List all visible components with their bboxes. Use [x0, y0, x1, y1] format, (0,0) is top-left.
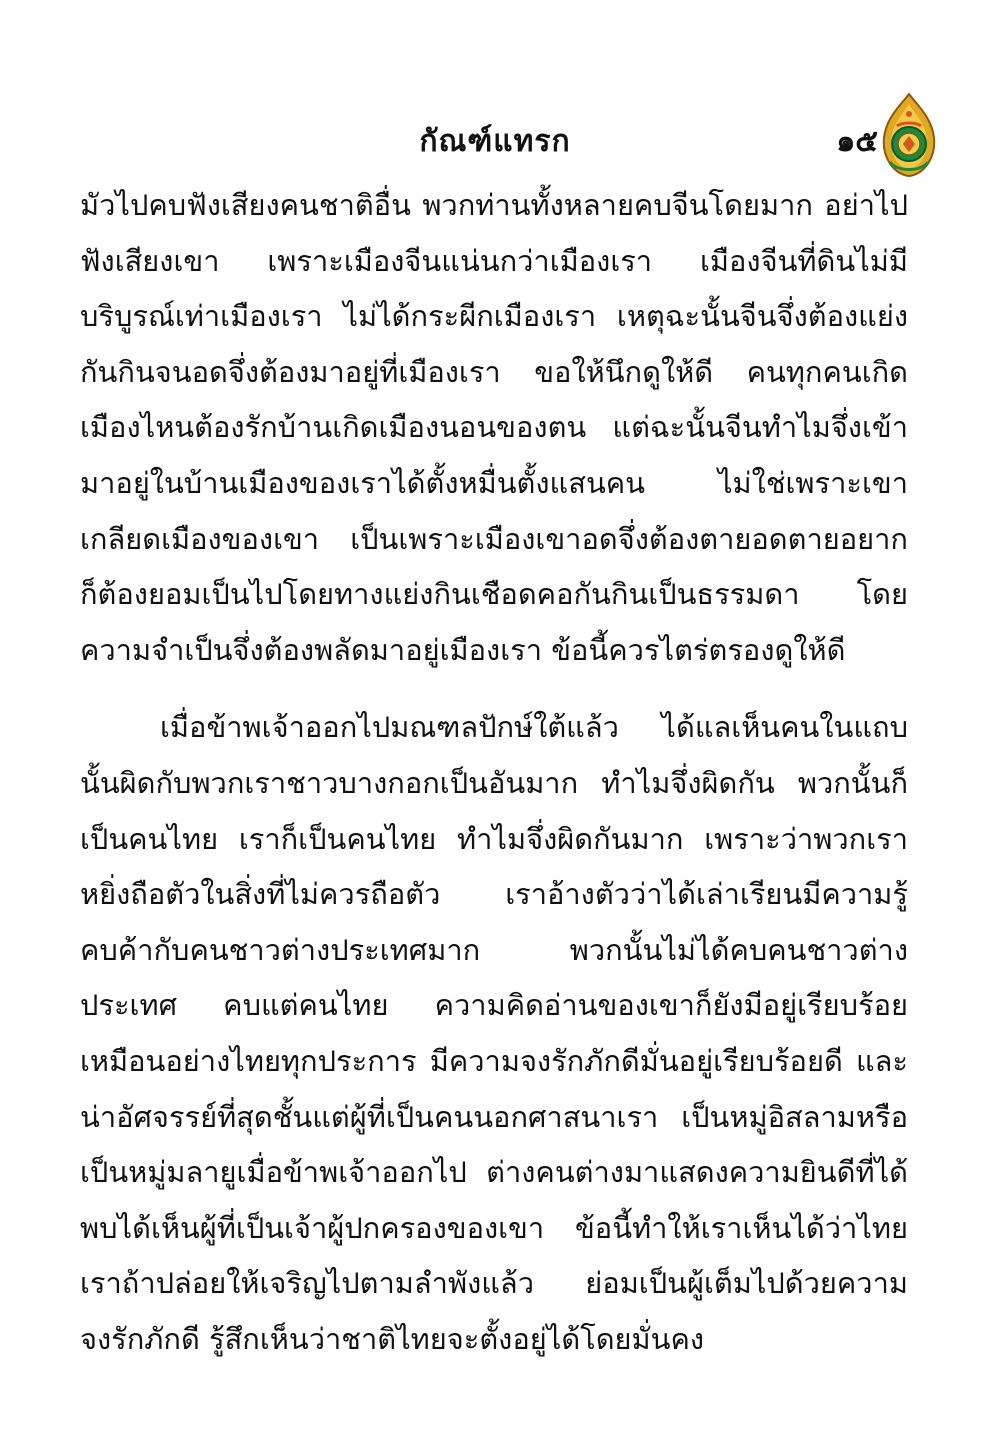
- page-title: กัณฑ์แทรก: [419, 124, 571, 159]
- paragraph-2: เมื่อข้าพเจ้าออกไปมณฑลปักษ์ใต้แล้ว ได้แลเห็นคนในแถบนั้นผิดกับพวกเราชาวบางกอกเป็นอันมาก ทำไมจึ่งผิดกัน พวกนั้นก็เป็นคนไทย เราก็เป็นคนไทย ทำไมจึ่งผิดกันมาก เพราะว่าพวกเราหยิ่งถือตัวในสิ่งที่ไม่ควรถือตัว เราอ้างตัวว่าได้เล่าเรียนมีความรู้คบค้ากับคนชาวต่างประเทศมาก พวกนั้นไม่ได้คบคนชาวต่างประเทศ คบแต่คนไทย ความคิดอ่านของเขาก็ยังมีอยู่เรียบร้อยเหมือนอย่างไทยทุกประการ มีความจงรักภักดีมั่นอยู่เรียบร้อยดี และน่าอัศจรรย์ที่สุดชั้นแต่ผู้ที่เป็นคนนอกศาสนาเรา เป็นหมู่อิสลามหรือเป็นหมู่มลายูเมื่อข้าพเจ้าออกไป ต่างคนต่างมาแสดงความยินดีที่ได้พบได้เห็นผู้ที่เป็นเจ้าผู้ปกครองของเขา ข้อนี้ทำให้เราเห็นได้ว่าไทยเราถ้าปล่อยให้เจริญไปตามลำพังแล้ว ย่อมเป็นผู้เต็มไปด้วยความจงรักภักดี รู้สึกเห็นว่าชาติไทยจะตั้งอยู่ได้โดยมั่นคง: [80, 710, 908, 1356]
- page-number: ๑๕: [836, 124, 878, 159]
- royal-emblem-icon: [878, 92, 940, 178]
- page-header: [0, 118, 990, 168]
- body-text: [80, 178, 908, 1367]
- paragraph-1: มัวไปคบฟังเสียงคนชาติอื่น พวกท่านทั้งหลายคบจีนโดยมาก อย่าไปฟังเสียงเขา เพราะเมืองจีนแน่นกว่าเมืองเรา เมืองจีนที่ดินไม่มีบริบูรณ์เท่าเมืองเรา ไม่ได้กระผีกเมืองเรา เหตุฉะนั้นจีนจึ่งต้องแย่งกันกินจนอดจึ่งต้องมาอยู่ที่เมืองเรา ขอให้นึกดูให้ดี คนทุกคนเกิดเมืองไหนต้องรักบ้านเกิดเมืองนอนของตน แต่ฉะนั้นจีนทำไมจึ่งเข้ามาอยู่ในบ้านเมืองของเราได้ตั้งหมื่นตั้งแสนคน ไม่ใช่เพราะเขาเกลียดเมืองของเขา เป็นเพราะเมืองเขาอดจึ่งต้องตายอดตายอยาก ก็ต้องยอมเป็นไปโดยทางแย่งกินเชือดคอกันกินเป็นธรรมดา โดยความจำเป็นจึ่งต้องพลัดมาอยู่เมืองเรา ข้อนี้ควรไตร่ตรองดูให้ดี: [80, 188, 908, 667]
